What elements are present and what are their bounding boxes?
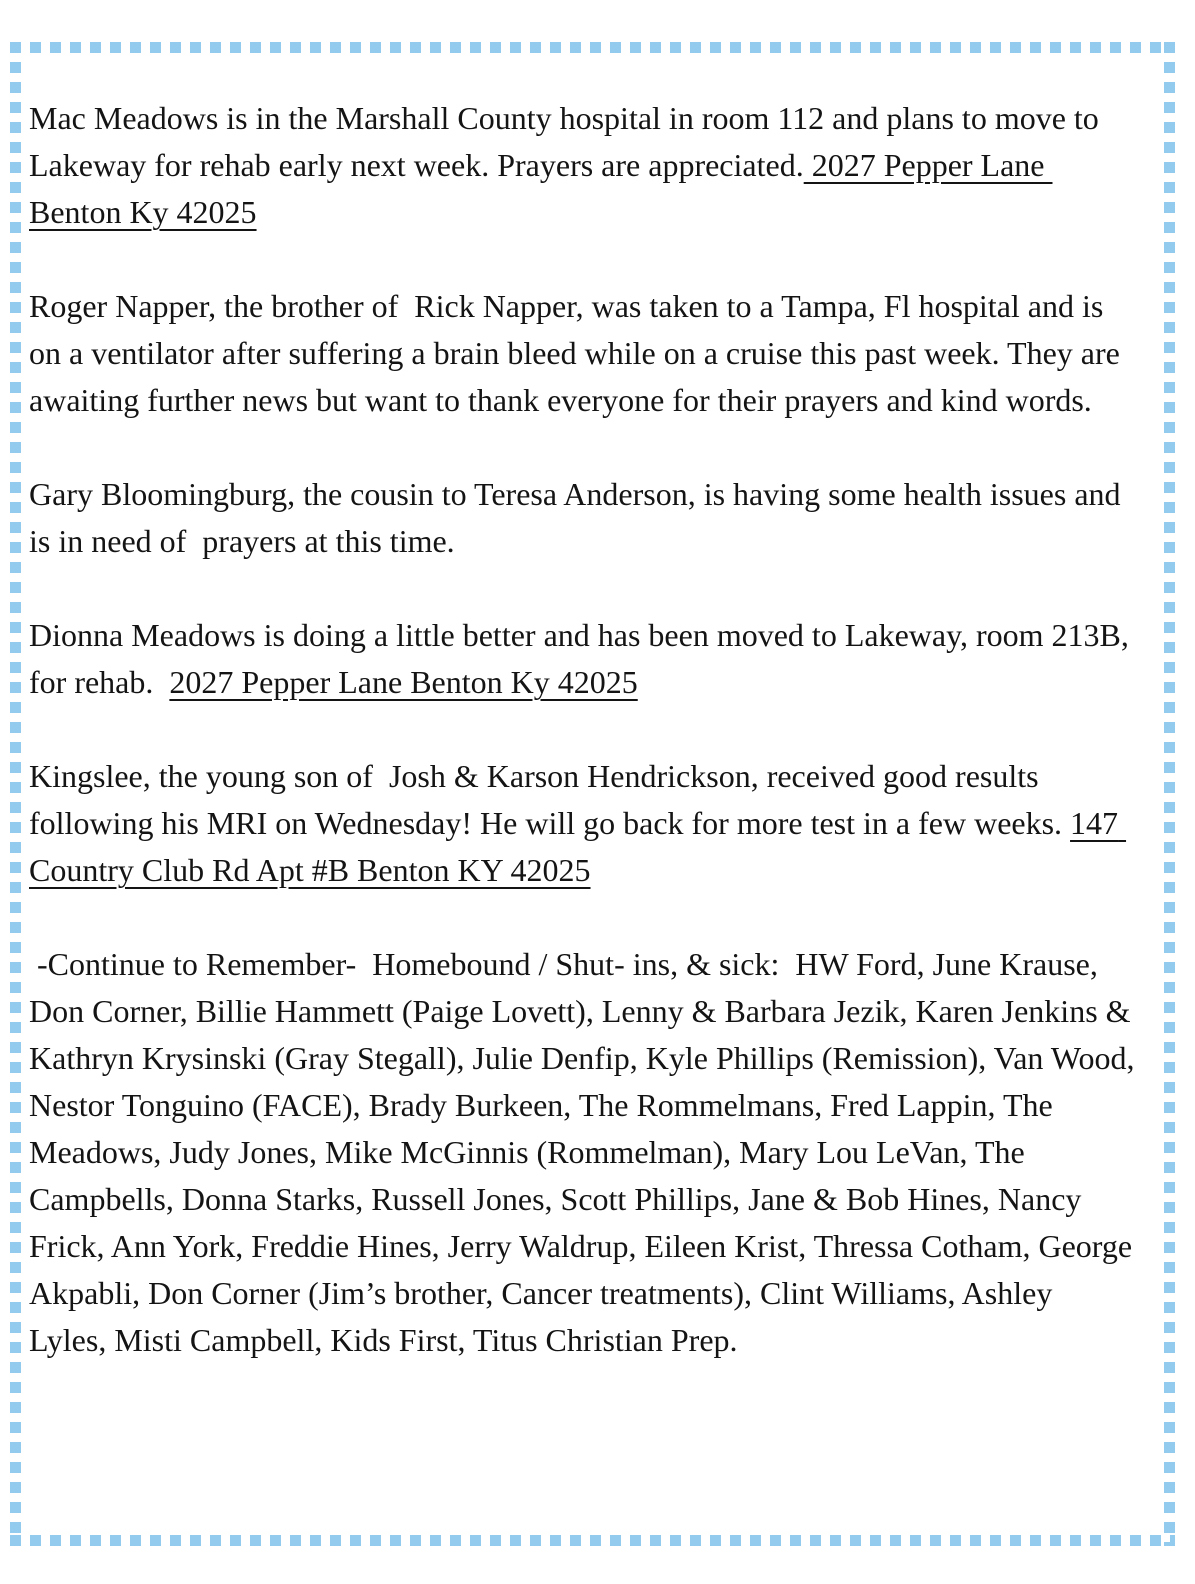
paragraph-gary-bloomingburg bbox=[29, 471, 1135, 565]
dashed-border-top bbox=[10, 42, 1175, 53]
paragraph-mac-meadows bbox=[29, 95, 1135, 236]
address-underlined: 147 Country Club Rd Apt #B Benton KY 42025 bbox=[29, 805, 1127, 888]
text-segment: Mac Meadows is in the Marshall County hospital in room 112 and plans to move to Lakeway for rehab early next week. Prayers are appreciated. bbox=[29, 100, 1107, 183]
text-segment: Kingslee, the young son of Josh & Karson Hendrickson, received good results following his MRI on Wednesday! He will go back for more test in a few weeks. bbox=[29, 758, 1071, 841]
prayer-list-text bbox=[29, 95, 1143, 1364]
text-segment: Roger Napper, the brother of Rick Napper, was taken to a Tampa, Fl hospital and is on a ventilator after suffering a brain bleed while on a cruise this past week. They are awaiting further news but want to thank everyone for their prayers and kind words. bbox=[29, 288, 1128, 418]
address-underlined: 2027 Pepper Lane Benton Ky 42025 bbox=[29, 147, 1053, 230]
text-segment: Gary Bloomingburg, the cousin to Teresa Anderson, is having some health issues and is in need of prayers at this time. bbox=[29, 476, 1129, 559]
dashed-border-bottom bbox=[10, 1535, 1175, 1546]
text-segment: -Continue to Remember- Homebound / Shut- ins, & sick: HW Ford, June Krause, Don Corner, Billie Hammett (Paige Lovett), Lenny & Barbara Jezik, Karen Jenkins & Kathryn Krysinski (Gray Stegall), Julie Denfip, Kyle Phillips (Remission), Van Wood, Nestor Tonguino (FACE), Brady Burkeen, The Rommelmans, Fred Lappin, The Meadows, Judy Jones, Mike McGinnis (Rommelman), Mary Lou LeVan, The Campbells, Donna Starks, Russell Jones, Scott Phillips, Jane & Bob Hines, Nancy Frick, Ann York, Freddie Hines, Jerry Waldrup, Eileen Krist, Thressa Cotham, George Akpabli, Don Corner (Jim’s brother, Cancer treatments), Clint Williams, Ashley Lyles, Misti Campbell, Kids First, Titus Christian Prep. bbox=[29, 946, 1143, 1358]
paragraph-roger-napper bbox=[29, 283, 1135, 424]
paragraph-kingslee bbox=[29, 753, 1135, 894]
text-segment: Dionna Meadows is doing a little better and has been moved to Lakeway, room 213B, for rehab. bbox=[29, 617, 1137, 700]
address-underlined: 2027 Pepper Lane Benton Ky 42025 bbox=[169, 664, 638, 700]
dashed-border-left bbox=[10, 42, 21, 1546]
paragraph-continue-to-remember bbox=[29, 941, 1143, 1364]
paragraph-dionna-meadows bbox=[29, 612, 1135, 706]
dashed-border-right bbox=[1164, 42, 1175, 1546]
